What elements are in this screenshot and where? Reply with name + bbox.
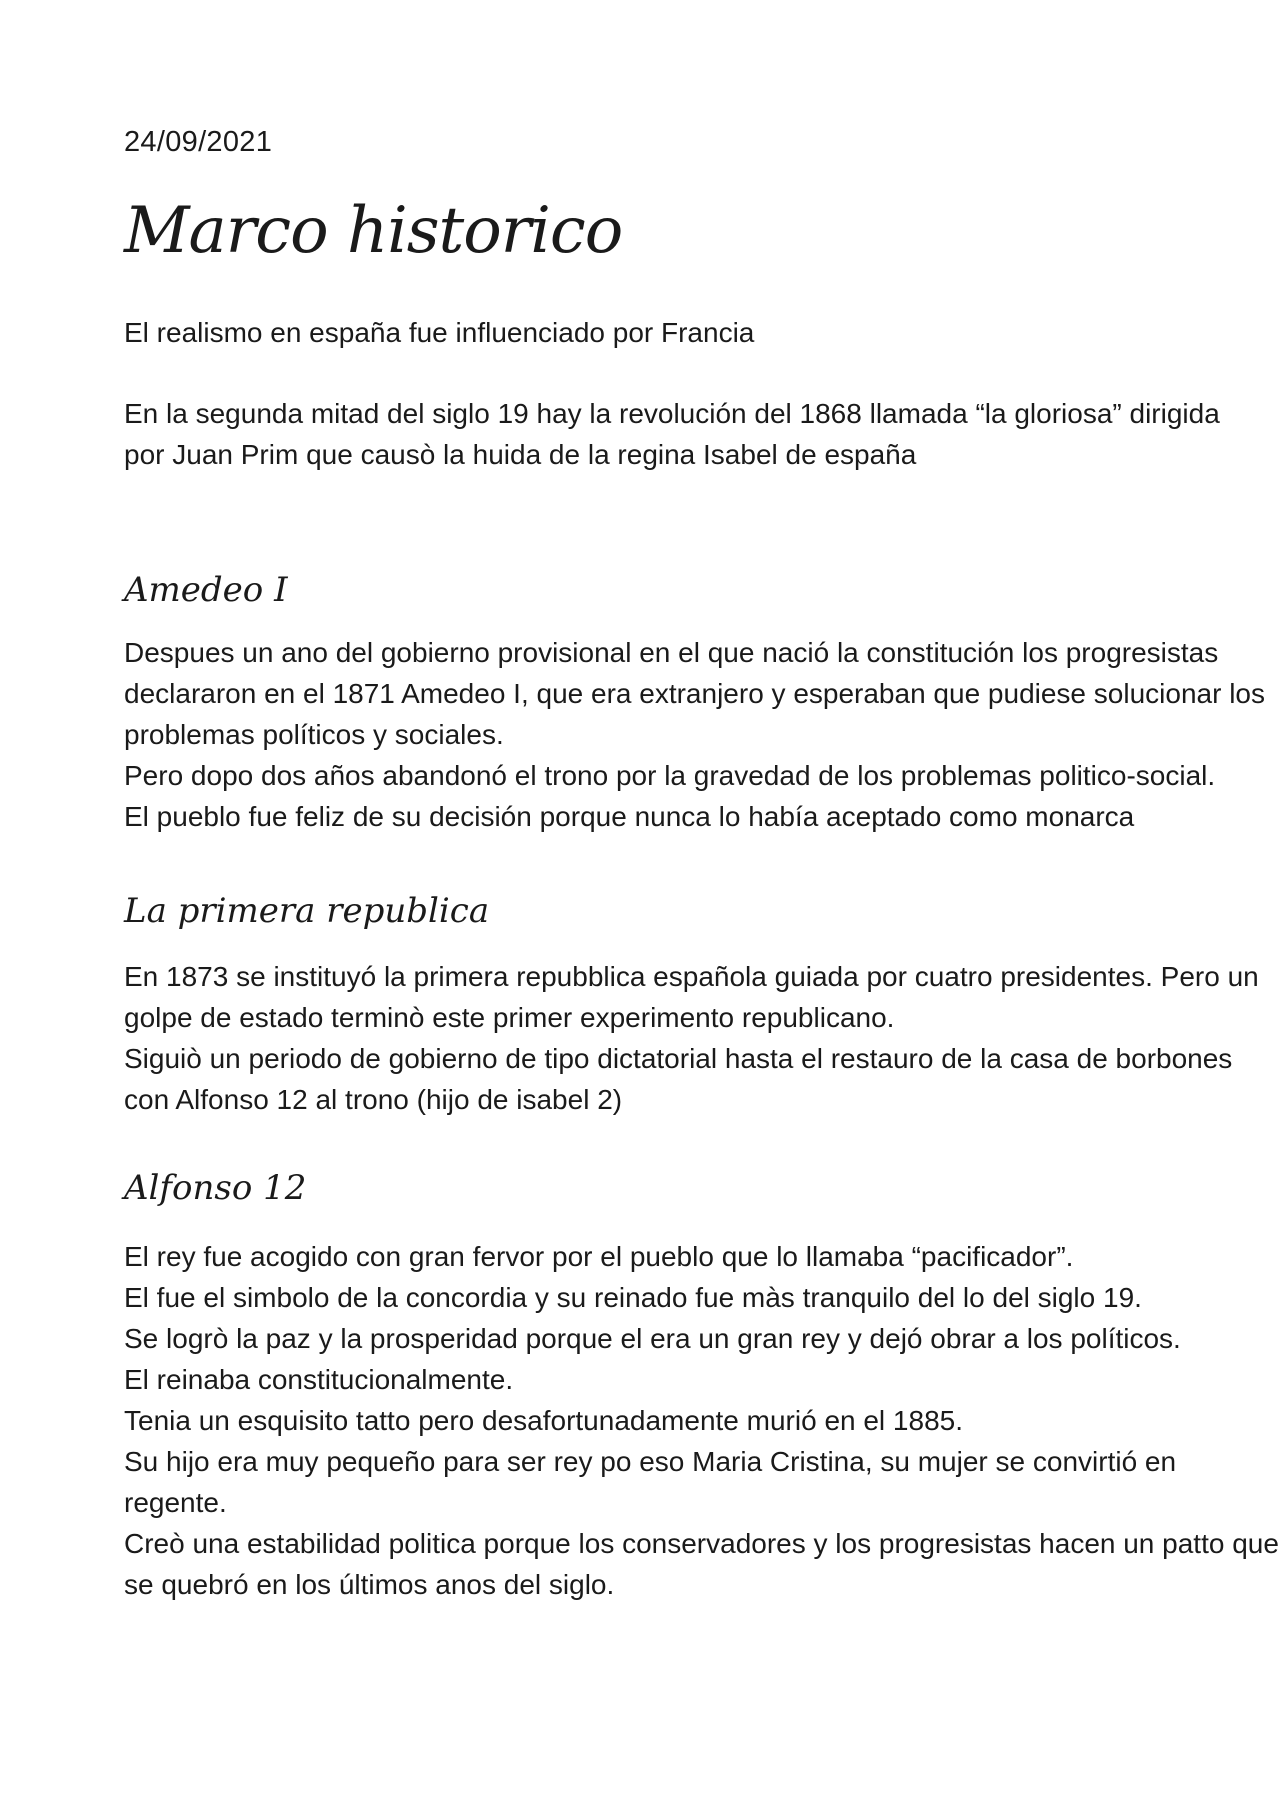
document-date: 24/09/2021 xyxy=(124,126,273,158)
text-line: Su hijo era muy pequeño para ser rey po eso Maria Cristina, su mujer se convirtió en xyxy=(124,1446,1177,1477)
intro-paragraph-1 xyxy=(124,312,1174,353)
text-line: declararon en el 1871 Amedeo I, que era extranjero y esperaban que pudiese solucionar los xyxy=(124,678,1265,709)
text-line: El reinaba constitucionalmente. xyxy=(124,1364,514,1395)
section-body-amedeo xyxy=(124,632,1265,837)
section-heading-amedeo: Amedeo I xyxy=(124,570,288,610)
text-line: problemas políticos y sociales. xyxy=(124,719,504,750)
text-line: se quebró en los últimos anos del siglo. xyxy=(124,1569,615,1600)
text-line: por Juan Prim que causò la huida de la regina Isabel de españa xyxy=(124,439,917,470)
text-line: Despues un ano del gobierno provisional en el que nació la constitución los progresistas xyxy=(124,637,1219,668)
text-line: con Alfonso 12 al trono (hijo de isabel 2) xyxy=(124,1084,623,1115)
text-line: Siguiò un periodo de gobierno de tipo dictatorial hasta el restauro de la casa de borbones xyxy=(124,1043,1233,1074)
text-line: El realismo en españa fue influenciado por Francia xyxy=(124,317,755,348)
text-line: En 1873 se instituyó la primera repubblica española guiada por cuatro presidentes. Pero un xyxy=(124,961,1259,992)
text-line: En la segunda mitad del siglo 19 hay la revolución del 1868 llamada “la gloriosa” dirigida xyxy=(124,398,1220,429)
text-line: Pero dopo dos años abandonó el trono por la gravedad de los problemas politico-social. xyxy=(124,760,1216,791)
text-line: Se logrò la paz y la prosperidad porque el era un gran rey y dejó obrar a los políticos. xyxy=(124,1323,1181,1354)
text-line: regente. xyxy=(124,1487,227,1518)
section-body-alfonso xyxy=(124,1236,1279,1605)
text-line: Creò una estabilidad politica porque los conservadores y los progresistas hacen un patto que xyxy=(124,1528,1279,1559)
page-title: Marco historico xyxy=(124,194,623,268)
text-line: El pueblo fue feliz de su decisión porque nunca lo había aceptado como monarca xyxy=(124,801,1135,832)
text-line: golpe de estado terminò este primer experimento republicano. xyxy=(124,1002,895,1033)
section-heading-primera-republica: La primera republica xyxy=(124,891,490,931)
text-line: El rey fue acogido con gran fervor por el pueblo que lo llamaba “pacificador”. xyxy=(124,1241,1074,1272)
section-body-primera-republica xyxy=(124,956,1259,1120)
text-line: Tenia un esquisito tatto pero desafortunadamente murió en el 1885. xyxy=(124,1405,964,1436)
text-line: El fue el simbolo de la concordia y su reinado fue màs tranquilo del lo del siglo 19. xyxy=(124,1282,1142,1313)
intro-paragraph-2 xyxy=(124,393,1220,475)
section-heading-alfonso: Alfonso 12 xyxy=(124,1168,307,1208)
